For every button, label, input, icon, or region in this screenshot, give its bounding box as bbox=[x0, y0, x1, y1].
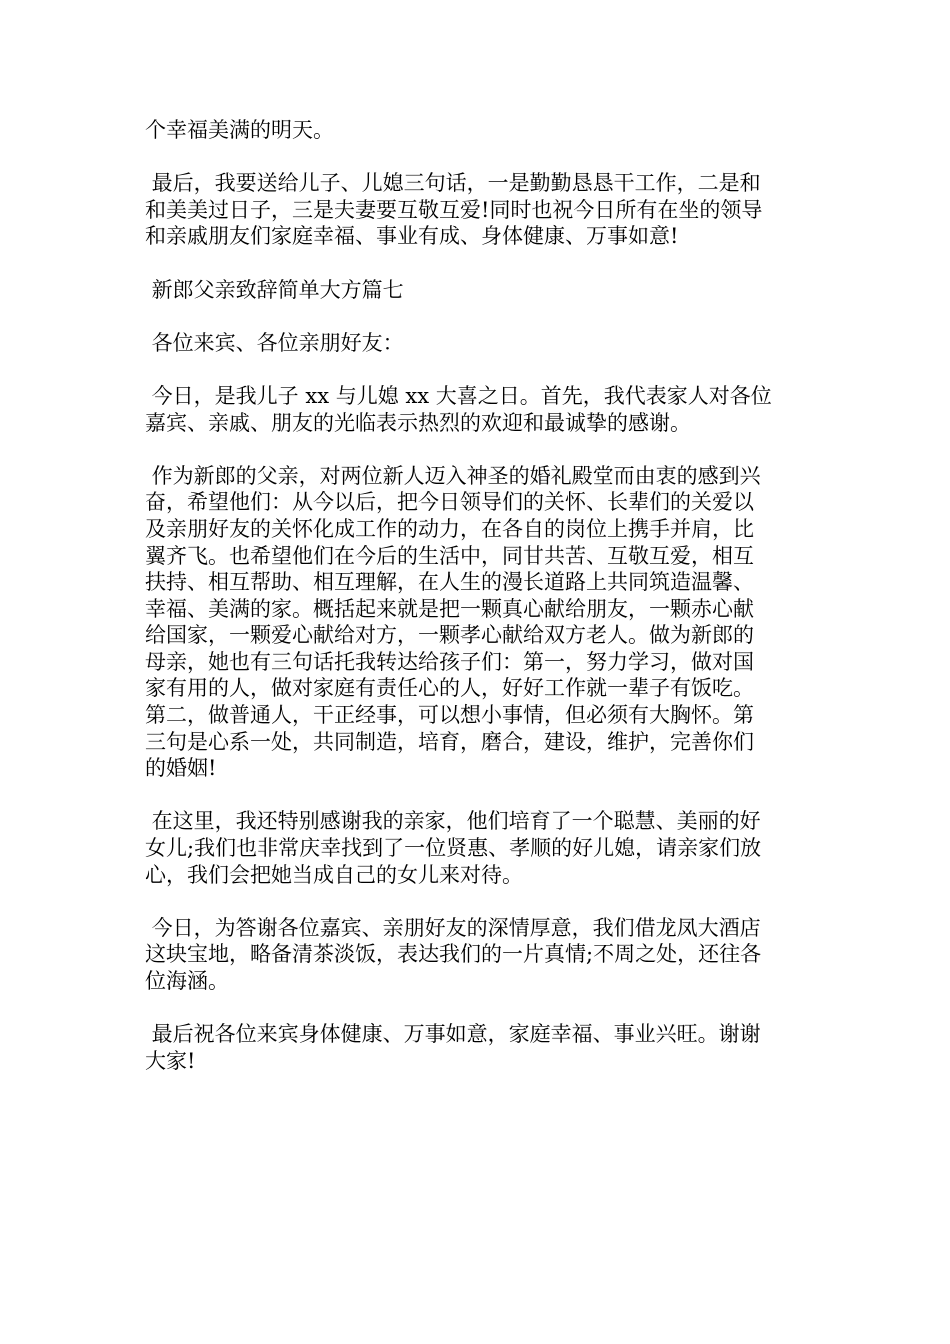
text-line: 奋，希望他们：从今以后，把今日领导们的关怀、长辈们的关爱以 bbox=[145, 490, 754, 515]
text-line: 女儿;我们也非常庆幸找到了一位贤惠、孝顺的好儿媳，请亲家们放 bbox=[145, 836, 762, 861]
paragraph bbox=[145, 915, 813, 995]
text-line: 位海涵。 bbox=[145, 969, 229, 993]
text-line: 各位来宾、各位亲朋好友： bbox=[145, 330, 404, 355]
text-line: 的婚姻! bbox=[145, 756, 217, 781]
text-line: 这块宝地，略备清茶淡饭，表达我们的一片真情;不周之处，还往各 bbox=[145, 942, 762, 967]
text-line: 和亲戚朋友们家庭幸福、事业有成、身体健康、万事如意! bbox=[145, 224, 679, 249]
text-line: 在这里，我还特别感谢我的亲家，他们培育了一个聪慧、美丽的好 bbox=[145, 809, 761, 834]
text-line: 和美美过日子，三是夫妻要互敬互爱!同时也祝今日所有在坐的领导 bbox=[145, 197, 763, 222]
paragraph bbox=[145, 1021, 813, 1074]
text-line: 幸福、美满的家。概括起来就是把一颗真心献给朋友，一颗赤心献 bbox=[145, 596, 754, 621]
paragraph bbox=[145, 808, 813, 888]
text-line: 今日，为答谢各位嘉宾、亲朋好友的深情厚意，我们借龙凤大酒店 bbox=[145, 915, 761, 940]
text-line: 作为新郎的父亲，对两位新人迈入神圣的婚礼殿堂而由衷的感到兴 bbox=[145, 463, 761, 488]
paragraph bbox=[145, 463, 813, 782]
text-line: 新郎父亲致辞简单大方篇七 bbox=[145, 277, 404, 302]
text-line: 母亲，她也有三句话托我转达给孩子们：第一，努力学习，做对国 bbox=[145, 649, 754, 674]
text-line: 嘉宾、亲戚、朋友的光临表示热烈的欢迎和最诚挚的感谢。 bbox=[145, 410, 691, 435]
text-line: 大家! bbox=[145, 1048, 196, 1073]
paragraph bbox=[145, 330, 813, 357]
text-line: 家有用的人，做对家庭有责任心的人，好好工作就一辈子有饭吃。 bbox=[145, 676, 754, 701]
text-line: 最后祝各位来宾身体健康、万事如意，家庭幸福、事业兴旺。谢谢 bbox=[145, 1022, 761, 1047]
paragraph bbox=[145, 170, 813, 250]
text-line: 三句是心系一处，共同制造，培育，磨合，建设，维护，完善你们 bbox=[145, 729, 754, 754]
text-line: 给国家，一颗爱心献给对方，一颗孝心献给双方老人。做为新郎的 bbox=[145, 623, 754, 648]
text-line: 最后，我要送给儿子、儿媳三句话，一是勤勤恳恳干工作，二是和 bbox=[145, 171, 761, 196]
paragraph bbox=[145, 117, 813, 144]
text-line: 及亲朋好友的关怀化成工作的动力，在各自的岗位上携手并肩，比 bbox=[145, 516, 754, 541]
text-line: 今日，是我儿子 xx 与儿媳 xx 大喜之日。首先，我代表家人对各位 bbox=[145, 383, 772, 408]
text-line: 翼齐飞。也希望他们在今后的生活中，同甘共苦、互敬互爱，相互 bbox=[145, 543, 754, 568]
paragraph bbox=[145, 277, 813, 304]
paragraph bbox=[145, 383, 813, 436]
text-line: 扶持、相互帮助、相互理解，在人生的漫长道路上共同筑造温馨、 bbox=[145, 570, 754, 595]
document-page bbox=[145, 117, 813, 1101]
text-line: 第二，做普通人，干正经事，可以想小事情，但必须有大胸怀。第 bbox=[145, 703, 754, 728]
text-line: 心，我们会把她当成自己的女儿来对待。 bbox=[145, 862, 523, 887]
text-line: 个幸福美满的明天。 bbox=[145, 118, 334, 142]
